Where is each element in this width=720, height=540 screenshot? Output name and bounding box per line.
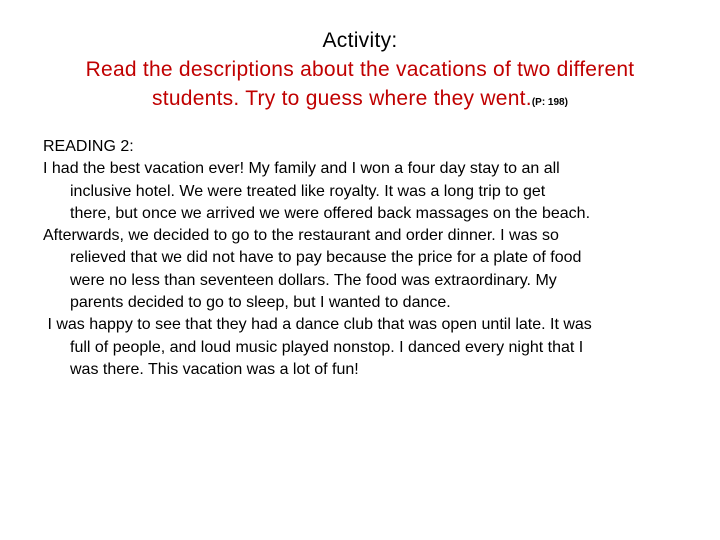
paragraph-line: full of people, and loud music played nonstop. I danced every night that I: [70, 338, 584, 356]
paragraph-line: relieved that we did not have to pay because the price for a plate of food: [70, 249, 582, 267]
paragraph-1: [43, 158, 693, 225]
paragraph-line: there, but once we arrived we were offered back massages on the beach.: [70, 204, 591, 222]
page-reference: (P: 198): [531, 97, 568, 108]
instruction-line-2-text: students. Try to guess where they went.: [152, 87, 532, 110]
activity-label: Activity:: [322, 29, 398, 52]
instruction-line-2: [40, 84, 680, 117]
instruction-line-1: Read the descriptions about the vacations of two different: [85, 58, 635, 81]
paragraph-line: was there. This vacation was a lot of fun!: [70, 360, 359, 378]
reading-heading: READING 2:: [43, 138, 134, 155]
paragraph-line: I was happy to see that they had a dance club that was open until late. It was: [43, 316, 592, 334]
reading-text: [43, 136, 693, 381]
paragraph-line: Afterwards, we decided to go to the restaurant and order dinner. I was so: [43, 227, 559, 245]
activity-title: [40, 26, 680, 117]
paragraph-line: I had the best vacation ever! My family and I won a four day stay to an all: [43, 160, 560, 178]
paragraph-3: [43, 314, 693, 381]
paragraph-line: were no less than seventeen dollars. The food was extraordinary. My: [70, 271, 557, 289]
paragraph-line: parents decided to go to sleep, but I wanted to dance.: [70, 294, 451, 312]
paragraph-2: [43, 225, 693, 314]
paragraph-line: inclusive hotel. We were treated like royalty. It was a long trip to get: [70, 182, 546, 200]
